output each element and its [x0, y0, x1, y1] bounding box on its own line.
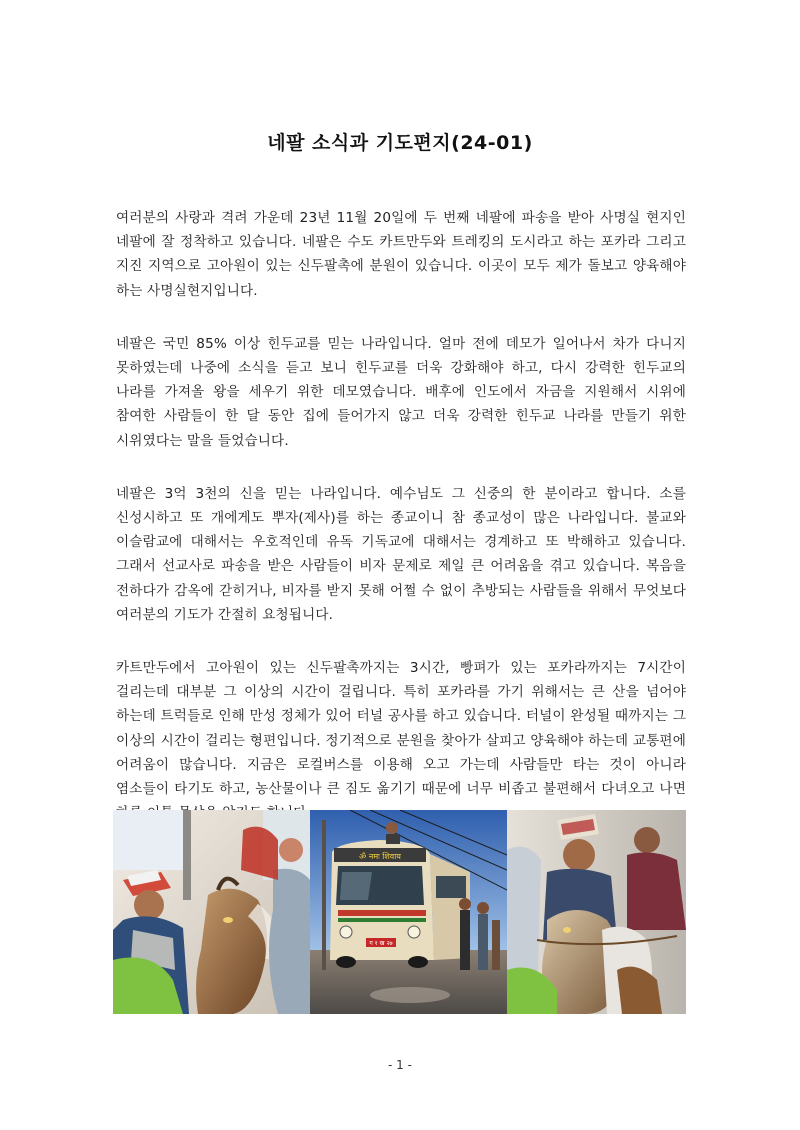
photo-strip [113, 810, 686, 1014]
photo-local-bus [310, 810, 507, 1014]
page-number: - 1 - [388, 1058, 412, 1072]
paragraph-2: 네팔은 국민 85% 이상 힌두교를 믿는 나라입니다. 얼마 전에 데모가 일어나서 차가 다니지 못하였는데 나중에 소식을 듣고 보니 힌두교를 더욱 강화해야 하고, 다시 강력한 힌두교의 나라를 가져올 왕을 세우기 위한 데모였습니다. 배후에 인도에서 자금을 지원해서 시위에 참여한 사람들이 한 달 동안 집에 들어가지 않고 더욱 강력한 힌두교 나라를 만들기 위한 시위였다는 말을 들었습니다. [116, 335, 686, 449]
document-title: 네팔 소식과 기도편지(24-01) [267, 132, 533, 154]
document-body [116, 206, 686, 854]
bus-plate-text: ग १ ख २७ [369, 940, 393, 947]
paragraph-4: 카트만두에서 고아원이 있는 신두팔촉까지는 3시간, 빵펴가 있는 포카라까지는 7시간이 걸리는데 대부분 그 이상의 시간이 걸립니다. 특히 포카라를 가기 위해서는 큰 산을 넘어야 하는데 트럭들로 인해 만성 정체가 있어 터널 공사를 하고 있습니다. 터널이 완성될 때까지는 그 이상의 시간이 걸리는 형편입니다. 정기적으로 분원을 찾아가 살피고 양육해야 하는데 교통편에 어려움이 많습니다. 지금은 로컬버스를 이용해 오고 가는데 사람들만 타는 것이 아니라 염소들이 타기도 하고, 농산물이나 큰 짐도 옮기기 때문에 너무 비좁고 불편해서 다녀오고 나면 [116, 660, 686, 798]
photo-goat-on-bus-left [113, 810, 310, 1014]
photo-goat-on-bus-right [507, 810, 686, 1014]
paragraph-1: 여러분의 사랑과 격려 가운데 23년 11월 20일에 두 번째 네팔에 파송을 받아 사명실 현지인 네팔에 잘 정착하고 있습니다. 네팔은 수도 카트만두와 트레킹의 도시라고 하는 포카라 그리고 지진 지역으로 고아원이 있는 신두팔촉에 분원이 있습니다. 이곳이 모두 제가 돌보고 양육해야 하는 사명실현지입니다. [116, 210, 686, 299]
paragraph-3: 네팔은 3억 3천의 신을 믿는 나라입니다. 예수님도 그 신중의 한 분이라고 합니다. 소를 신성시하고 또 개에게도 뿌자(제사)를 하는 종교이니 참 종교성이 많은 나라입니다. 불교와 이슬람교에 대해서는 우호적인데 유독 기독교에 대해서는 경계하고 또 박해하고 있습니다. 그래서 선교사로 파송을 받은 사람들이 비자 문제로 제일 큰 어려움을 겪고 있습니다. 복음을 전하다가 감옥에 갇히거나, 비자를 받지 못해 어쩔 수 없이 추방되는 사람들을 위해서 무엇보다 여러분의 기도가 간절히 요청됩니다. [116, 485, 686, 623]
bus-sign-text: ॐ नमः शिवाय [359, 852, 401, 861]
